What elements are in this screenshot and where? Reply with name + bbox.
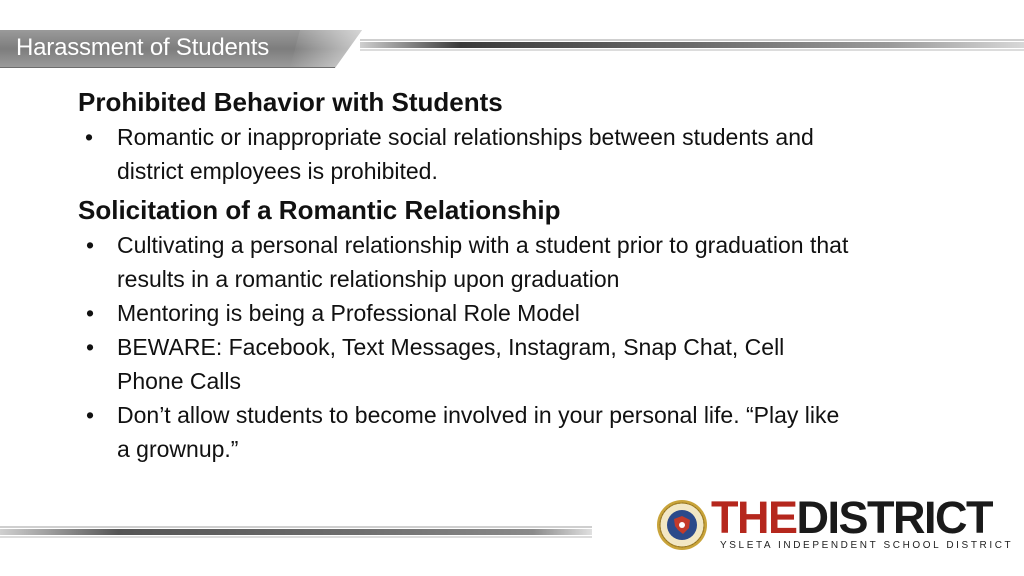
- logo-subtitle: YSLETA INDEPENDENT SCHOOL DISTRICT: [720, 540, 1014, 551]
- top-stripe-divider: [360, 39, 1024, 51]
- logo-word-the: THE: [711, 492, 797, 543]
- bullet-list: [78, 228, 978, 466]
- bullet-text-line: a grownup.”: [117, 436, 239, 462]
- bullet-marker: •: [85, 124, 94, 150]
- bullet-text-line: BEWARE: Facebook, Text Messages, Instagram, Snap Chat, Cell: [117, 334, 785, 360]
- bullet-marker: •: [86, 334, 95, 360]
- bullet-marker: •: [86, 402, 95, 428]
- bullet-text-line: Cultivating a personal relationship with a student prior to graduation that: [117, 232, 849, 258]
- district-seal-icon: [656, 499, 708, 551]
- section-prohibited-behavior: [78, 86, 978, 188]
- bullet-text-line: Mentoring is being a Professional Role Model: [117, 300, 580, 326]
- section-heading: Solicitation of a Romantic Relationship: [78, 195, 561, 225]
- section-solicitation: [78, 194, 978, 466]
- bullet-marker: •: [86, 232, 95, 258]
- bullet-text-line: Phone Calls: [117, 368, 242, 394]
- bullet-list: [78, 120, 978, 188]
- bullet-item: [78, 398, 978, 466]
- bullet-marker: •: [86, 300, 95, 326]
- bottom-stripe-divider: [0, 526, 592, 538]
- slide-body: [78, 86, 978, 466]
- slide-title-tab: [0, 30, 362, 68]
- logo-wordmark: [711, 493, 992, 543]
- bullet-text-line: Don’t allow students to become involved in your personal life. “Play like: [117, 402, 840, 428]
- bullet-item: [78, 120, 978, 188]
- logo-word-district: DISTRICT: [796, 492, 992, 543]
- section-heading: Prohibited Behavior with Students: [78, 87, 503, 117]
- bullet-item: [78, 296, 978, 330]
- bullet-text-line: Romantic or inappropriate social relationships between students and: [117, 124, 814, 150]
- bullet-item: [78, 330, 978, 398]
- district-logo: [656, 492, 1014, 557]
- bullet-text-line: results in a romantic relationship upon graduation: [117, 266, 620, 292]
- bullet-item: [78, 228, 978, 296]
- slide-title: Harassment of Students: [16, 34, 270, 61]
- bullet-text-line: district employees is prohibited.: [117, 158, 438, 184]
